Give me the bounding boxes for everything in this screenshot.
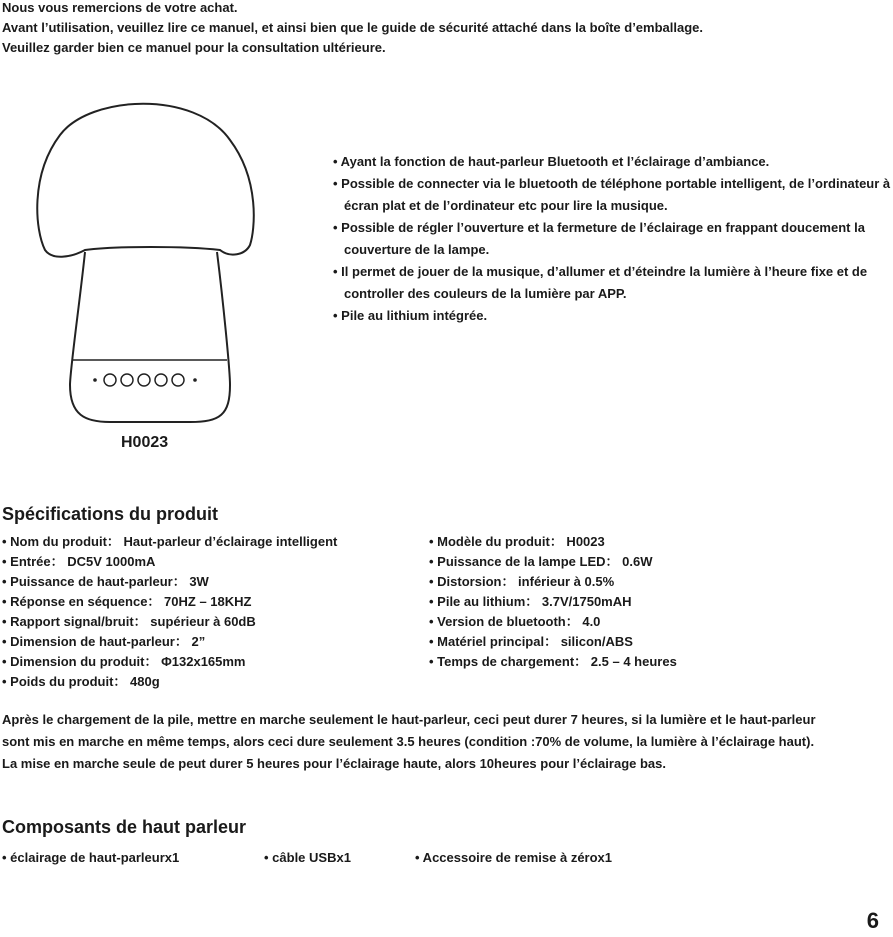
spec-item: • Distorsion： inférieur à 0.5% xyxy=(429,574,615,589)
spec-item: • Temps de chargement： 2.5 – 4 heures xyxy=(429,654,677,669)
lamp-shade-outline xyxy=(37,104,254,257)
spec-item: • Pile au lithium： 3.7V/1750mAH xyxy=(429,594,632,609)
intro-text xyxy=(2,0,703,58)
features-list xyxy=(333,151,893,327)
speaker-base-outline xyxy=(70,252,230,422)
spec-item: • Puissance de la lampe LED： 0.6W xyxy=(429,554,653,569)
feature-item: • Pile au lithium intégrée. xyxy=(333,308,488,323)
spec-item: • Nom du produit： Haut-parleur d’éclairage intelligent xyxy=(2,534,338,549)
component-item: • Accessoire de remise à zérox1 xyxy=(415,850,613,865)
spec-item: • Dimension de haut-parleur： 2” xyxy=(2,634,206,649)
control-button xyxy=(121,374,133,386)
control-button xyxy=(172,374,184,386)
control-button xyxy=(155,374,167,386)
mushroom-speaker-illustration xyxy=(25,80,275,430)
feature-item: • Il permet de jouer de la musique, d’allumer et d’éteindre la lumière à l’heure fixe et de controller des couleurs de la lumière par APP. xyxy=(333,264,868,301)
specs-left-column xyxy=(2,532,337,692)
spec-item: • Réponse en séquence： 70HZ – 18KHZ xyxy=(2,594,252,609)
feature-item: • Possible de connecter via le bluetooth de téléphone portable intelligent, de l’ordinateur à écran plat et de l’ordinateur etc pour lire la musique. xyxy=(333,176,891,213)
spec-item: • Matériel principal： silicon/ABS xyxy=(429,634,633,649)
components-title: Composants de haut parleur xyxy=(2,817,247,837)
spec-item: • Rapport signal/bruit： supérieur à 60dB xyxy=(2,614,256,629)
spec-item: • Puissance de haut-parleur： 3W xyxy=(2,574,209,589)
specs-right-column xyxy=(429,532,677,672)
battery-note: Après le chargement de la pile, mettre en marche seulement le haut-parleur, ceci peut durer 7 heures, si la lumière et le haut-parleur sont mis en marche en même temps, alors ceci dure seulement 3.5 heures (condition :70% de volume, la lumière à l’éclairage haut). La mise en marche seule de peut durer 5 heures pour l’éclairage haute, alors 10heures pour l’éclairage bas. xyxy=(2,712,816,771)
specs-title: Spécifications du produit xyxy=(2,504,219,524)
control-button xyxy=(138,374,150,386)
feature-item: • Possible de régler l’ouverture et la fermeture de l’éclairage en frappant doucement la couverture de la lampe. xyxy=(333,220,865,257)
spec-item: • Dimension du produit： Φ132x165mm xyxy=(2,654,246,669)
control-button xyxy=(104,374,116,386)
spec-item: • Version de bluetooth： 4.0 xyxy=(429,614,601,629)
page-number: 6 xyxy=(866,908,879,933)
button-dot-right xyxy=(193,378,197,382)
intro-line: Nous vous remercions de votre achat. xyxy=(2,0,238,15)
spec-item: • Entrée： DC5V 1000mA xyxy=(2,554,156,569)
intro-line: Avant l’utilisation, veuillez lire ce manuel, et ainsi bien que le guide de sécurité attaché dans la boîte d’emballage. xyxy=(2,20,703,35)
spec-item: • Modèle du produit： H0023 xyxy=(429,534,605,549)
model-label: H0023 xyxy=(121,434,169,451)
component-item: • éclairage de haut-parleurx1 xyxy=(2,850,180,865)
feature-item: • Ayant la fonction de haut-parleur Bluetooth et l’éclairage d’ambiance. xyxy=(333,154,770,169)
component-item: • câble USBx1 xyxy=(264,850,351,865)
intro-line: Veuillez garder bien ce manuel pour la consultation ultérieure. xyxy=(2,40,386,55)
spec-item: • Poids du produit： 480g xyxy=(2,674,160,689)
button-dot-left xyxy=(93,378,97,382)
